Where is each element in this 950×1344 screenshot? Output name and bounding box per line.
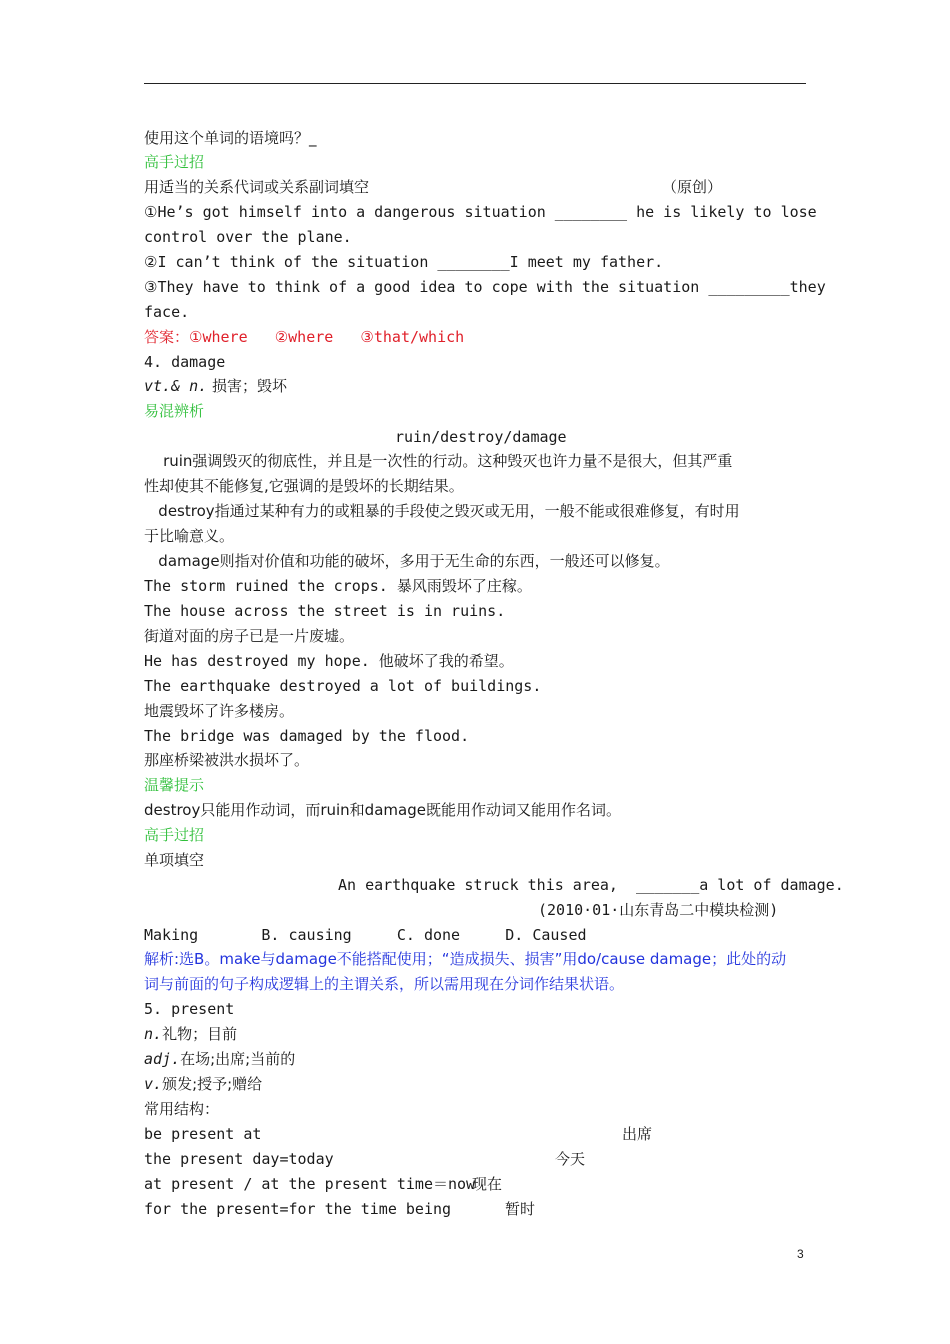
- phrase-meaning: 暂时: [505, 1200, 536, 1218]
- pos-label: adj.: [144, 1050, 181, 1068]
- word-heading-damage: 4. damage: [144, 353, 226, 371]
- example-sentence: The earthquake destroyed a lot of buildings.: [144, 677, 542, 695]
- definition-text: 礼物；目前: [162, 1025, 238, 1043]
- exercise-item-3-cont: face.: [144, 303, 190, 321]
- example-translation: 街道对面的房子已是一片废墟。: [144, 627, 355, 645]
- phrase-meaning: 出席: [622, 1125, 653, 1143]
- phrase: the present day=today: [144, 1150, 334, 1168]
- definition-text: 颁发;授予;赠给: [162, 1075, 263, 1093]
- pos-label: v.: [144, 1075, 163, 1093]
- word-sense-verb: [144, 1074, 262, 1094]
- tip-text: destroy只能用作动词，而ruin和damage既能用作动词又能用作名词。: [144, 801, 621, 819]
- text-line: 使用这个单词的语境吗？_: [144, 129, 317, 147]
- example-sentence: The storm ruined the crops. 暴风雨毁坏了庄稼。: [144, 577, 532, 595]
- section-heading: 高手过招: [144, 153, 205, 171]
- example-sentence: The house across the street is in ruins.: [144, 602, 506, 620]
- paragraph-line: destroy指通过某种有力的或粗暴的手段使之毁灭或无用，一般不能或很难修复，有时用: [144, 502, 740, 520]
- exercise-instruction: 单项填空: [144, 851, 205, 869]
- explanation-line: 解析:选B。make与damage不能搭配使用；“造成损失、损害”用do/cause damage；此处的动: [144, 950, 787, 968]
- exercise-item-2: ②I can’t think of the situation ________I meet my father.: [144, 253, 664, 271]
- explanation-line: 词与前面的句子构成逻辑上的主谓关系，所以需用现在分词作结果状语。: [144, 975, 625, 993]
- phrase-meaning: 现在: [472, 1175, 503, 1193]
- section-heading: 高手过招: [144, 826, 205, 844]
- definition-text: 损害；毁坏: [207, 377, 287, 395]
- exercise-item-1-cont: control over the plane.: [144, 228, 352, 246]
- example-sentence: The bridge was damaged by the flood.: [144, 727, 470, 745]
- pos-label: vt.& n.: [144, 377, 208, 395]
- pos-label: n.: [144, 1025, 163, 1043]
- section-heading: 温馨提示: [144, 776, 205, 794]
- header-rule: [144, 83, 806, 84]
- exercise-instruction: 用适当的关系代词或关系副词填空: [144, 178, 370, 196]
- source-note: （原创）: [662, 178, 723, 196]
- paragraph-line: 于比喻意义。: [144, 527, 235, 545]
- section-heading: 易混辨析: [144, 402, 205, 420]
- example-translation: 地震毁坏了许多楼房。: [144, 702, 295, 720]
- exercise-item-3: ③They have to think of a good idea to cope with the situation _________they: [144, 278, 826, 296]
- exercise-item-1: ①He’s got himself into a dangerous situation ________ he is likely to lose: [144, 203, 817, 221]
- example-sentence: He has destroyed my hope. 他破坏了我的希望。: [144, 652, 514, 670]
- answer-label: 答案：: [144, 328, 190, 346]
- structure-heading: 常用结构：: [144, 1100, 220, 1118]
- phrase: be present at: [144, 1125, 262, 1143]
- answer-line: [144, 327, 464, 347]
- question-stem: An earthquake struck this area, _______a lot of damage.: [338, 876, 844, 894]
- word-sense-noun: [144, 1024, 237, 1044]
- word-heading-present: 5. present: [144, 1000, 235, 1018]
- paragraph-line: damage则指对价值和功能的破坏，多用于无生命的东西，一般还可以修复。: [144, 552, 670, 570]
- phrase: for the present=for the time being: [144, 1200, 452, 1218]
- question-source: (2010·01·山东青岛二中模块检测): [538, 901, 779, 919]
- phrase-meaning: 今天: [555, 1150, 586, 1168]
- paragraph-line: 性却使其不能修复,它强调的是毁坏的长期结果。: [144, 477, 464, 495]
- word-sense-adj: [144, 1049, 295, 1069]
- comparison-title: ruin/destroy/damage: [395, 428, 567, 446]
- question-options: Making B. causing C. done D. Caused: [144, 926, 587, 944]
- phrase: at present / at the present time＝now: [144, 1175, 476, 1193]
- answer-values: ①where ②where ③that/which: [189, 328, 465, 346]
- paragraph-line: ruin强调毁灭的彻底性，并且是一次性的行动。这种毁灭也许力量不是很大，但其严重: [144, 452, 733, 470]
- example-translation: 那座桥梁被洪水损坏了。: [144, 751, 310, 769]
- word-definition: [144, 376, 287, 396]
- page-number: 3: [797, 1247, 804, 1261]
- definition-text: 在场;出席;当前的: [180, 1050, 296, 1068]
